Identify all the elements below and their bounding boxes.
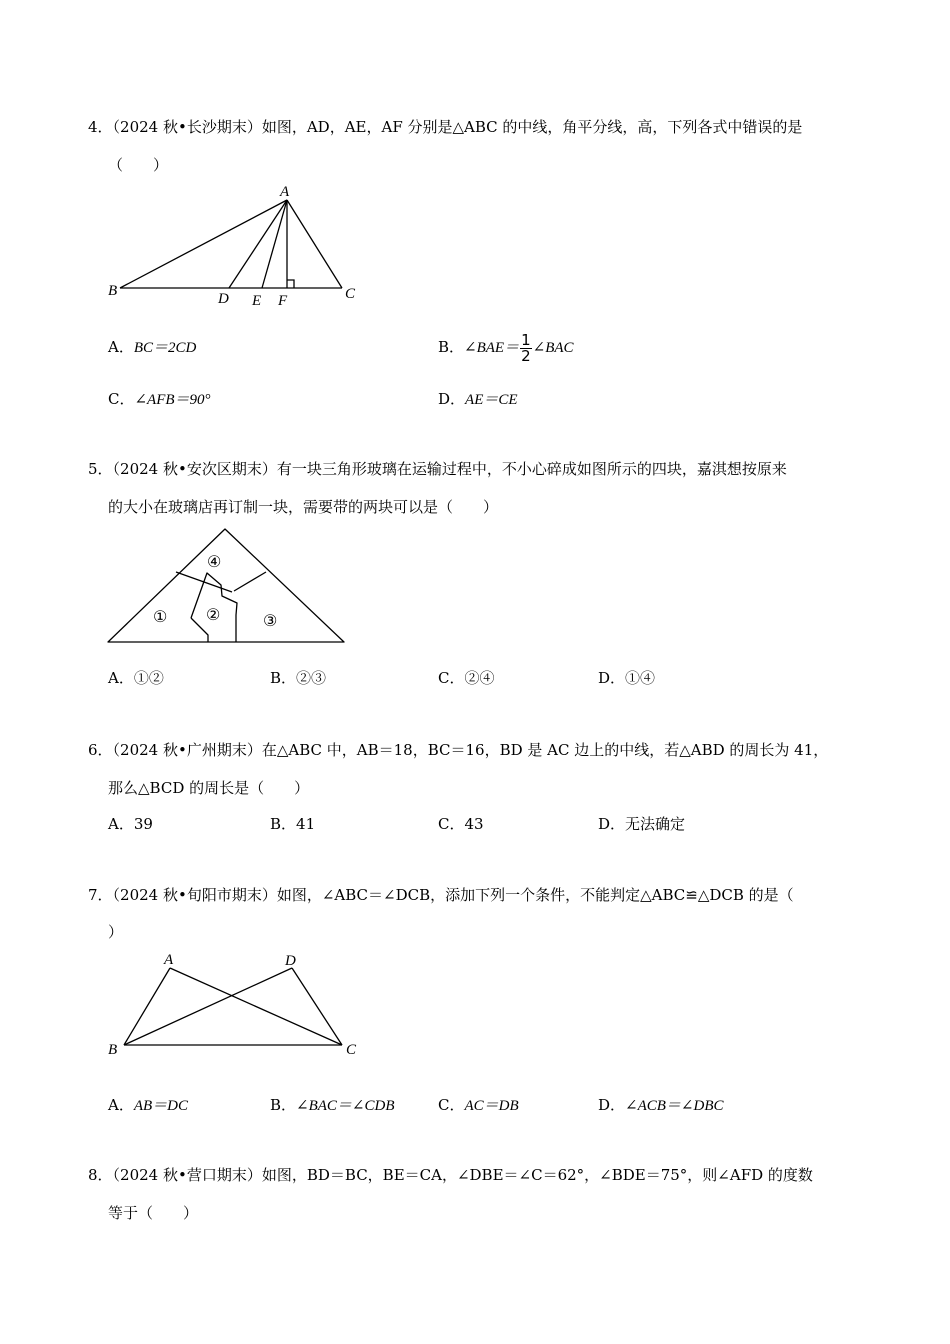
label-D: D — [218, 291, 229, 307]
label-D: D — [285, 953, 296, 969]
option-letter: A． — [108, 669, 134, 687]
question-stem: 有一块三角形玻璃在运输过程中，不小心碎成如图所示的四块，嘉淇想按原来 — [276, 460, 787, 478]
option-5B[interactable] — [270, 668, 326, 688]
option-text: ②③ — [296, 669, 327, 687]
question-7-figure — [104, 948, 366, 1063]
question-8-line1 — [88, 1165, 813, 1185]
option-4D[interactable] — [438, 389, 518, 410]
question-7-line1 — [88, 885, 794, 905]
option-text: ②④ — [464, 669, 495, 687]
option-letter: D． — [598, 669, 626, 687]
question-6-line1 — [88, 740, 828, 760]
option-text: AB＝DC — [133, 1098, 189, 1114]
option-letter: D． — [438, 390, 466, 408]
piece-label-4: ④ — [207, 554, 222, 571]
option-letter: B． — [270, 815, 297, 833]
option-7A[interactable] — [108, 1095, 188, 1116]
question-5-line1 — [88, 459, 787, 479]
question-number: 7． — [88, 886, 113, 904]
question-source: （2024 秋•营口期末） — [112, 1166, 262, 1184]
option-letter: B． — [270, 669, 297, 687]
option-text: AE＝CE — [465, 392, 518, 408]
option-7D[interactable] — [598, 1095, 724, 1116]
option-letter: A． — [108, 815, 134, 833]
option-6B[interactable] — [270, 814, 315, 834]
question-7-line2: ） — [108, 923, 124, 941]
option-letter: B． — [270, 1096, 297, 1114]
option-text: BC＝2CD — [133, 340, 197, 356]
fraction-denominator: 2 — [521, 346, 531, 365]
option-letter: C． — [108, 390, 135, 408]
option-text: ∠ACB＝∠DBC — [625, 1098, 724, 1114]
option-text: ∠AFB＝90° — [134, 392, 211, 408]
option-text-post: ∠BAC — [532, 340, 574, 356]
option-letter: B． — [438, 338, 465, 356]
question-8-line2: 等于（ ） — [108, 1204, 199, 1222]
option-text: 41 — [296, 815, 316, 833]
option-5A[interactable] — [108, 668, 164, 688]
piece-label-1: ① — [153, 609, 168, 626]
option-6A[interactable] — [108, 814, 153, 834]
label-F: F — [278, 293, 288, 307]
option-4A[interactable] — [108, 337, 196, 358]
label-C: C — [345, 286, 356, 302]
piece-label-3: ③ — [263, 613, 278, 630]
option-text-pre: ∠BAE＝ — [464, 340, 520, 356]
question-stem: 如图，∠ABC＝∠DCB，添加下列一个条件，不能判定△ABC≌△DCB 的是（ — [276, 886, 794, 904]
label-C: C — [346, 1042, 357, 1058]
option-6D[interactable] — [598, 814, 685, 834]
question-4-line1 — [88, 117, 802, 137]
label-B: B — [108, 283, 118, 299]
question-number: 4． — [88, 118, 113, 136]
option-letter: D． — [598, 815, 626, 833]
question-source: （2024 秋•安次区期末） — [112, 460, 277, 478]
fraction-numerator: 1 — [521, 330, 531, 349]
question-4-line2: （ ） — [108, 156, 169, 174]
question-number: 8． — [88, 1166, 113, 1184]
option-text: 无法确定 — [625, 815, 686, 833]
option-5C[interactable] — [438, 668, 495, 688]
option-5D[interactable] — [598, 668, 655, 688]
option-4C[interactable] — [108, 389, 211, 410]
option-text: ①② — [133, 669, 164, 687]
question-source: （2024 秋•旬阳市期末） — [112, 886, 277, 904]
option-text: ①④ — [625, 669, 656, 687]
question-stem: 在△ABC 中，AB＝18，BC＝16，BD 是 AC 边上的中线，若△ABD 的周长为 41， — [261, 741, 829, 759]
question-number: 5． — [88, 460, 113, 478]
option-text: 43 — [464, 815, 484, 833]
question-source: （2024 秋•长沙期末） — [112, 118, 262, 136]
question-stem: 如图，BD＝BC，BE＝CA，∠DBE＝∠C＝62°，∠BDE＝75°，则∠AFD 的度数 — [261, 1166, 813, 1184]
option-letter: D． — [598, 1096, 626, 1114]
label-B: B — [108, 1042, 118, 1058]
option-text: 39 — [133, 815, 153, 833]
question-4-figure — [104, 182, 366, 307]
option-6C[interactable] — [438, 814, 484, 834]
label-A: A — [280, 184, 290, 200]
option-letter: C． — [438, 815, 465, 833]
label-E: E — [252, 293, 262, 307]
label-A: A — [164, 952, 174, 968]
option-letter: A． — [108, 338, 134, 356]
question-5-figure — [104, 525, 348, 647]
fraction — [520, 330, 532, 365]
question-stem: 如图，AD，AE，AF 分别是△ABC 的中线，角平分线，高，下列各式中错误的是 — [261, 118, 803, 136]
option-letter: A． — [108, 1096, 134, 1114]
option-text: AC＝DB — [464, 1098, 519, 1114]
option-7B[interactable] — [270, 1095, 395, 1116]
option-text: ∠BAC＝∠CDB — [296, 1098, 395, 1114]
question-number: 6． — [88, 741, 113, 759]
option-letter: C． — [438, 1096, 465, 1114]
option-letter: C． — [438, 669, 465, 687]
piece-label-2: ② — [206, 607, 221, 624]
question-source: （2024 秋•广州期末） — [112, 741, 262, 759]
question-5-line2: 的大小在玻璃店再订制一块，需要带的两块可以是（ ） — [108, 498, 499, 516]
option-7C[interactable] — [438, 1095, 519, 1116]
question-6-line2: 那么△BCD 的周长是（ ） — [108, 779, 310, 797]
option-4B[interactable] — [438, 327, 574, 368]
